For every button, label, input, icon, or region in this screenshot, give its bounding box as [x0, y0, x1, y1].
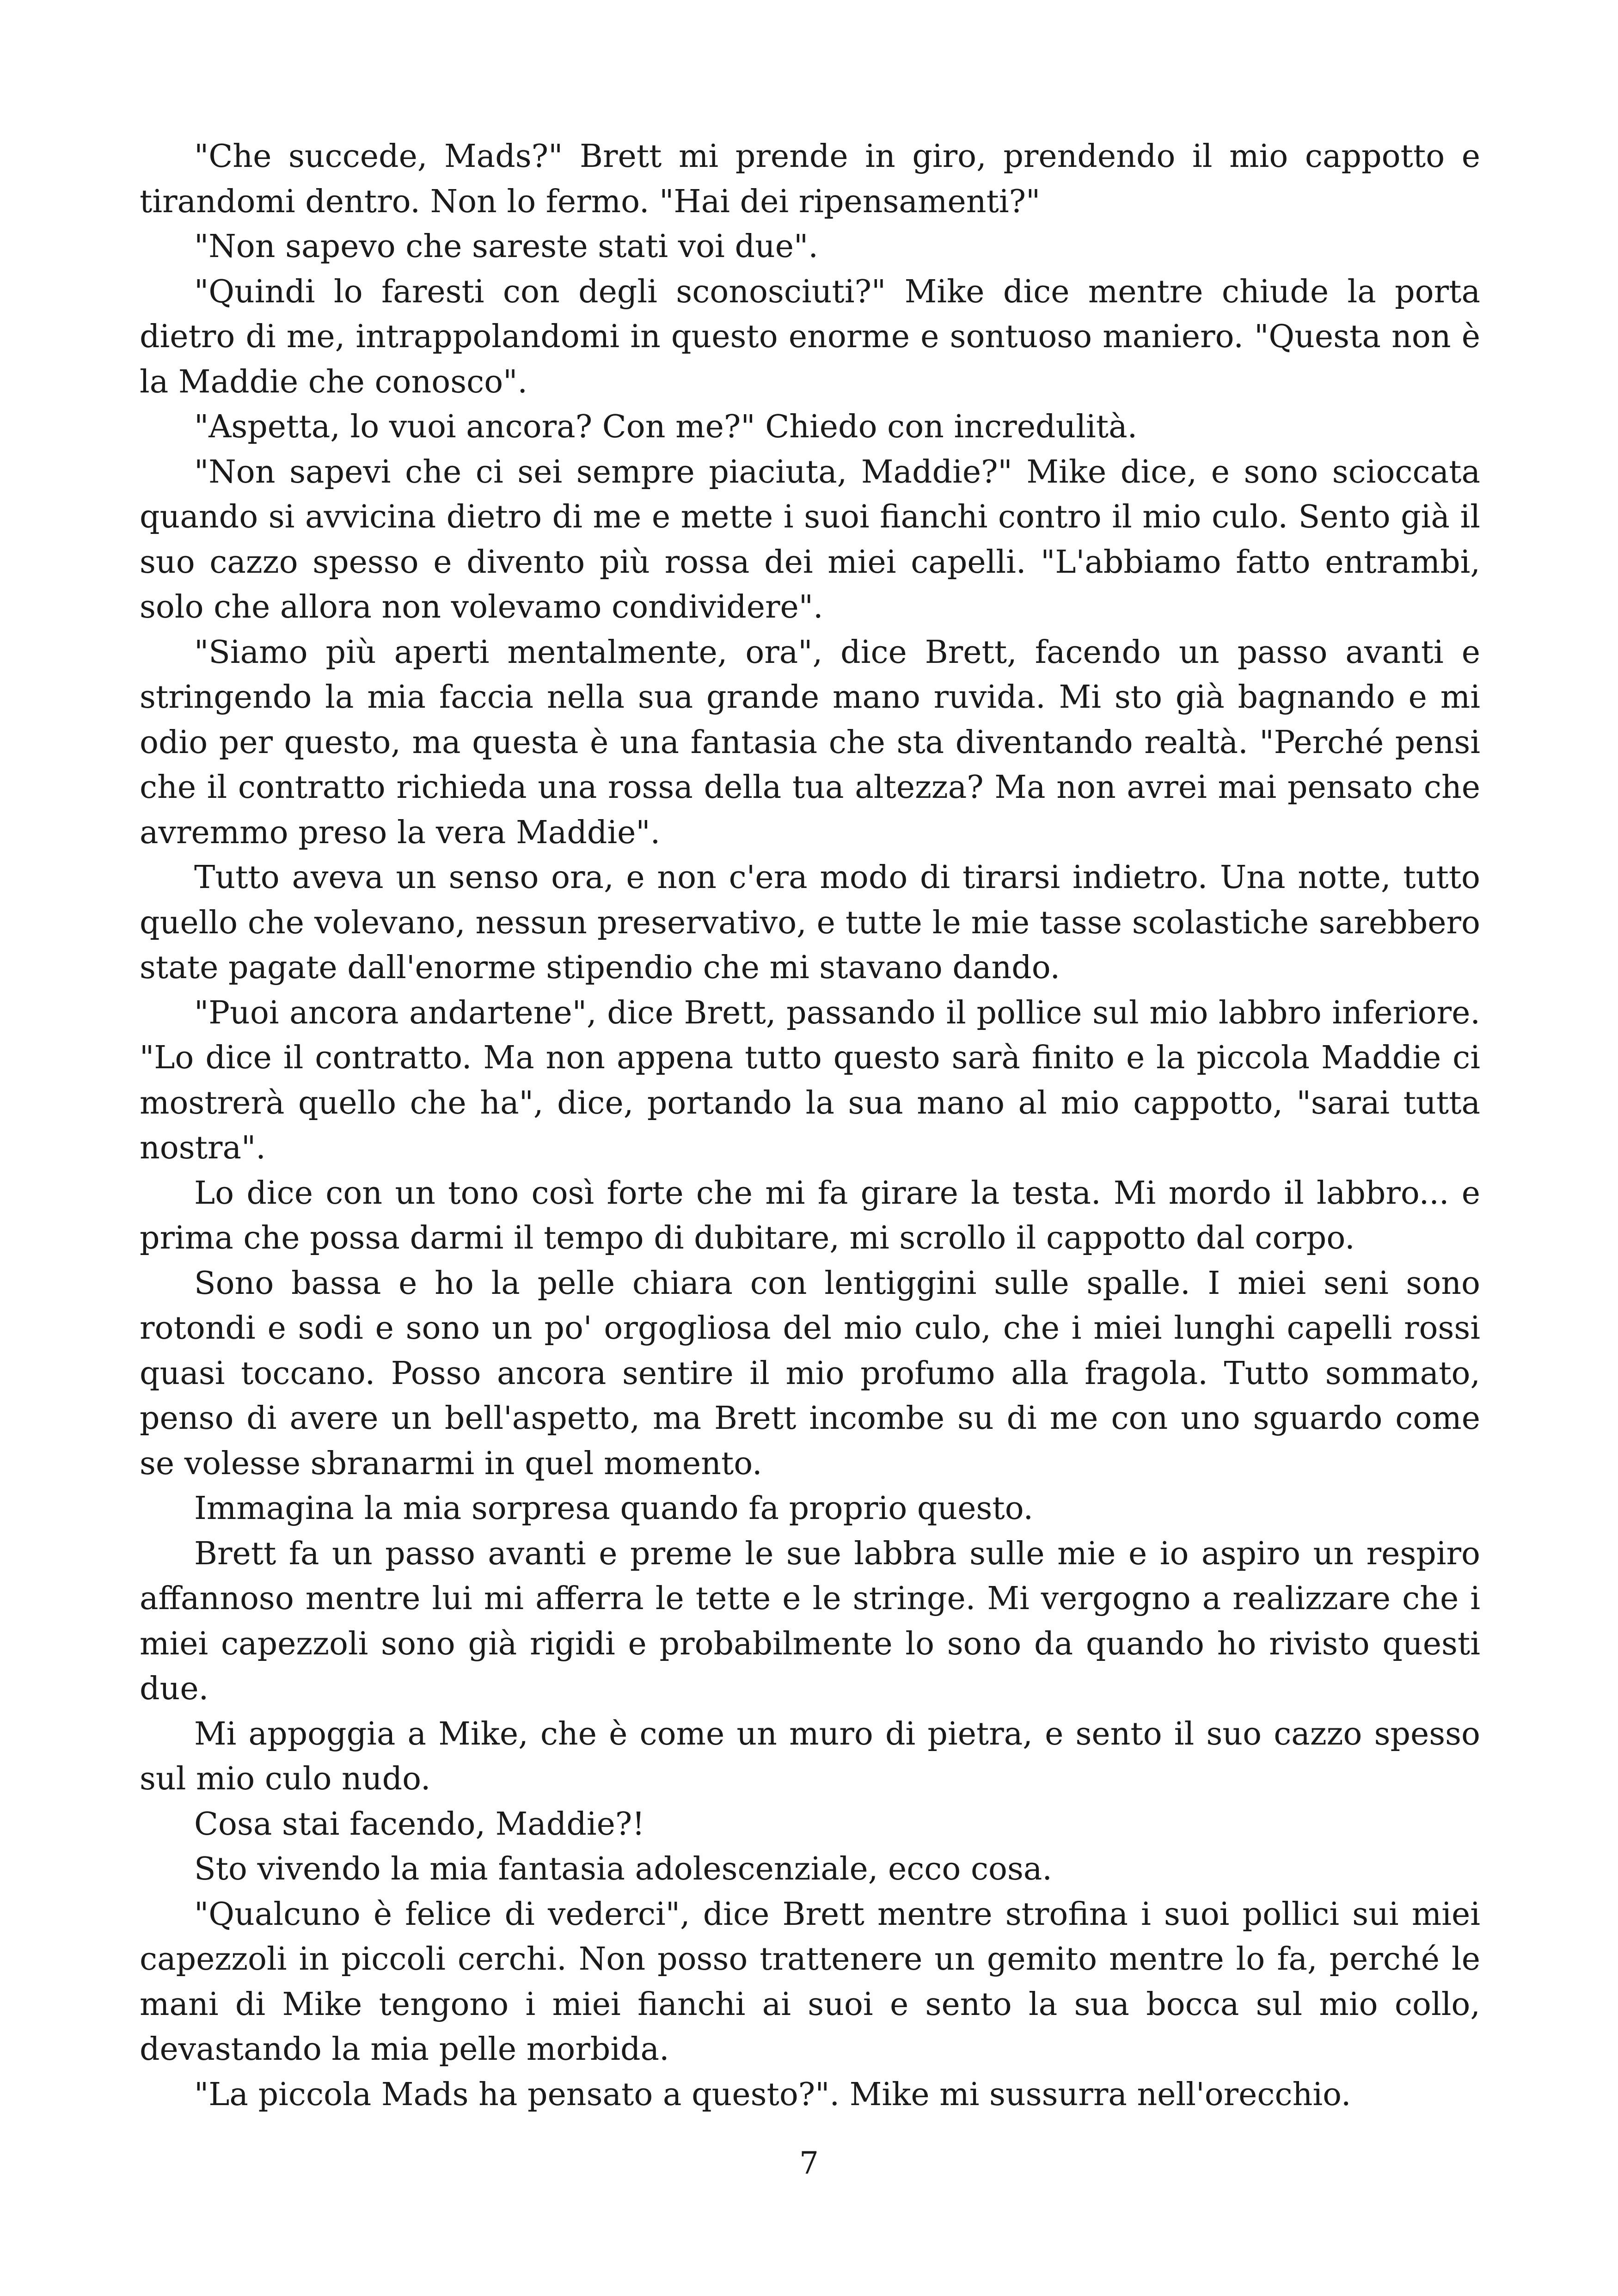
paragraph: "Non sapevo che sareste stati voi due".	[194, 228, 818, 265]
paragraph: Tutto aveva un senso ora, e non c'era modo di tirarsi indietro. Una notte, tutto quello che volevano, nessun preservativo, e tutte le mie tasse scolastiche sarebbero state pagate dall'enorme stipendio che mi stavano dando.	[140, 859, 1480, 986]
body-text	[140, 134, 1480, 2117]
paragraph: Sto vivendo la mia fantasia adolescenziale, ecco cosa.	[194, 1851, 1053, 1887]
paragraph: "Puoi ancora andartene", dice Brett, passando il pollice sul mio labbro inferiore. "Lo dice il contratto. Ma non appena tutto questo sarà finito e la piccola Maddie ci mostrerà quello che ha", dice, portando la sua mano al mio cappotto, "sarai tutta nostra".	[140, 994, 1480, 1166]
paragraph: "La piccola Mads ha pensato a questo?". Mike mi sussurra nell'orecchio.	[194, 2076, 1351, 2113]
paragraph: Cosa stai facendo, Maddie?!	[194, 1806, 645, 1843]
paragraph: Lo dice con un tono così forte che mi fa girare la testa. Mi mordo il labbro... e prima che possa darmi il tempo di dubitare, mi scrollo il cappotto dal corpo.	[140, 1175, 1480, 1256]
paragraph: Brett fa un passo avanti e preme le sue labbra sulle mie e io aspiro un respiro affannoso mentre lui mi afferra le tette e le stringe. Mi vergogno a realizzare che i miei capezzoli sono già rigidi e probabilmente lo sono da quando ho rivisto questi due.	[140, 1535, 1480, 1707]
page-number: 7	[799, 2145, 819, 2181]
paragraph: "Siamo più aperti mentalmente, ora", dice Brett, facendo un passo avanti e stringendo la mia faccia nella sua grande mano ruvida. Mi sto già bagnando e mi odio per questo, ma questa è una fantasia che sta diventando realtà. "Perché pensi che il contratto richieda una rossa della tua altezza? Ma non avrei mai pensato che avremmo preso la vera Maddie".	[140, 634, 1480, 851]
paragraph: Sono bassa e ho la pelle chiara con lentiggini sulle spalle. I miei seni sono rotondi e sodi e sono un po' orgogliosa del mio culo, che i miei lunghi capelli rossi quasi toccano. Posso ancora sentire il mio profumo alla fragola. Tutto sommato, penso di avere un bell'aspetto, ma Brett incombe su di me con uno sguardo come se volesse sbranarmi in quel momento.	[140, 1265, 1480, 1482]
paragraph: Immagina la mia sorpresa quando fa proprio questo.	[194, 1490, 1034, 1527]
paragraph: "Quindi lo faresti con degli sconosciuti?" Mike dice mentre chiude la porta dietro di me, intrappolandomi in questo enorme e sontuoso maniero. "Questa non è la Maddie che conosco".	[140, 273, 1480, 400]
paragraph: "Aspetta, lo vuoi ancora? Con me?" Chiedo con incredulità.	[194, 409, 1138, 445]
paragraph: "Non sapevi che ci sei sempre piaciuta, Maddie?" Mike dice, e sono scioccata quando si avvicina dietro di me e mette i suoi fianchi contro il mio culo. Sento già il suo cazzo spesso e divento più rossa dei miei capelli. "L'abbiamo fatto entrambi, solo che allora non volevamo condividere".	[140, 453, 1480, 625]
paragraph: "Qualcuno è felice di vederci", dice Brett mentre strofina i suoi pollici sui miei capezzoli in piccoli cerchi. Non posso trattenere un gemito mentre lo fa, perché le mani di Mike tengono i miei fianchi ai suoi e sento la sua bocca sul mio collo, devastando la mia pelle morbida.	[140, 1896, 1480, 2068]
paragraph: Mi appoggia a Mike, che è come un muro di pietra, e sento il suo cazzo spesso sul mio culo nudo.	[140, 1715, 1480, 1797]
paragraph: "Che succede, Mads?" Brett mi prende in giro, prendendo il mio cappotto e tirandomi dentro. Non lo fermo. "Hai dei ripensamenti?"	[140, 138, 1480, 220]
